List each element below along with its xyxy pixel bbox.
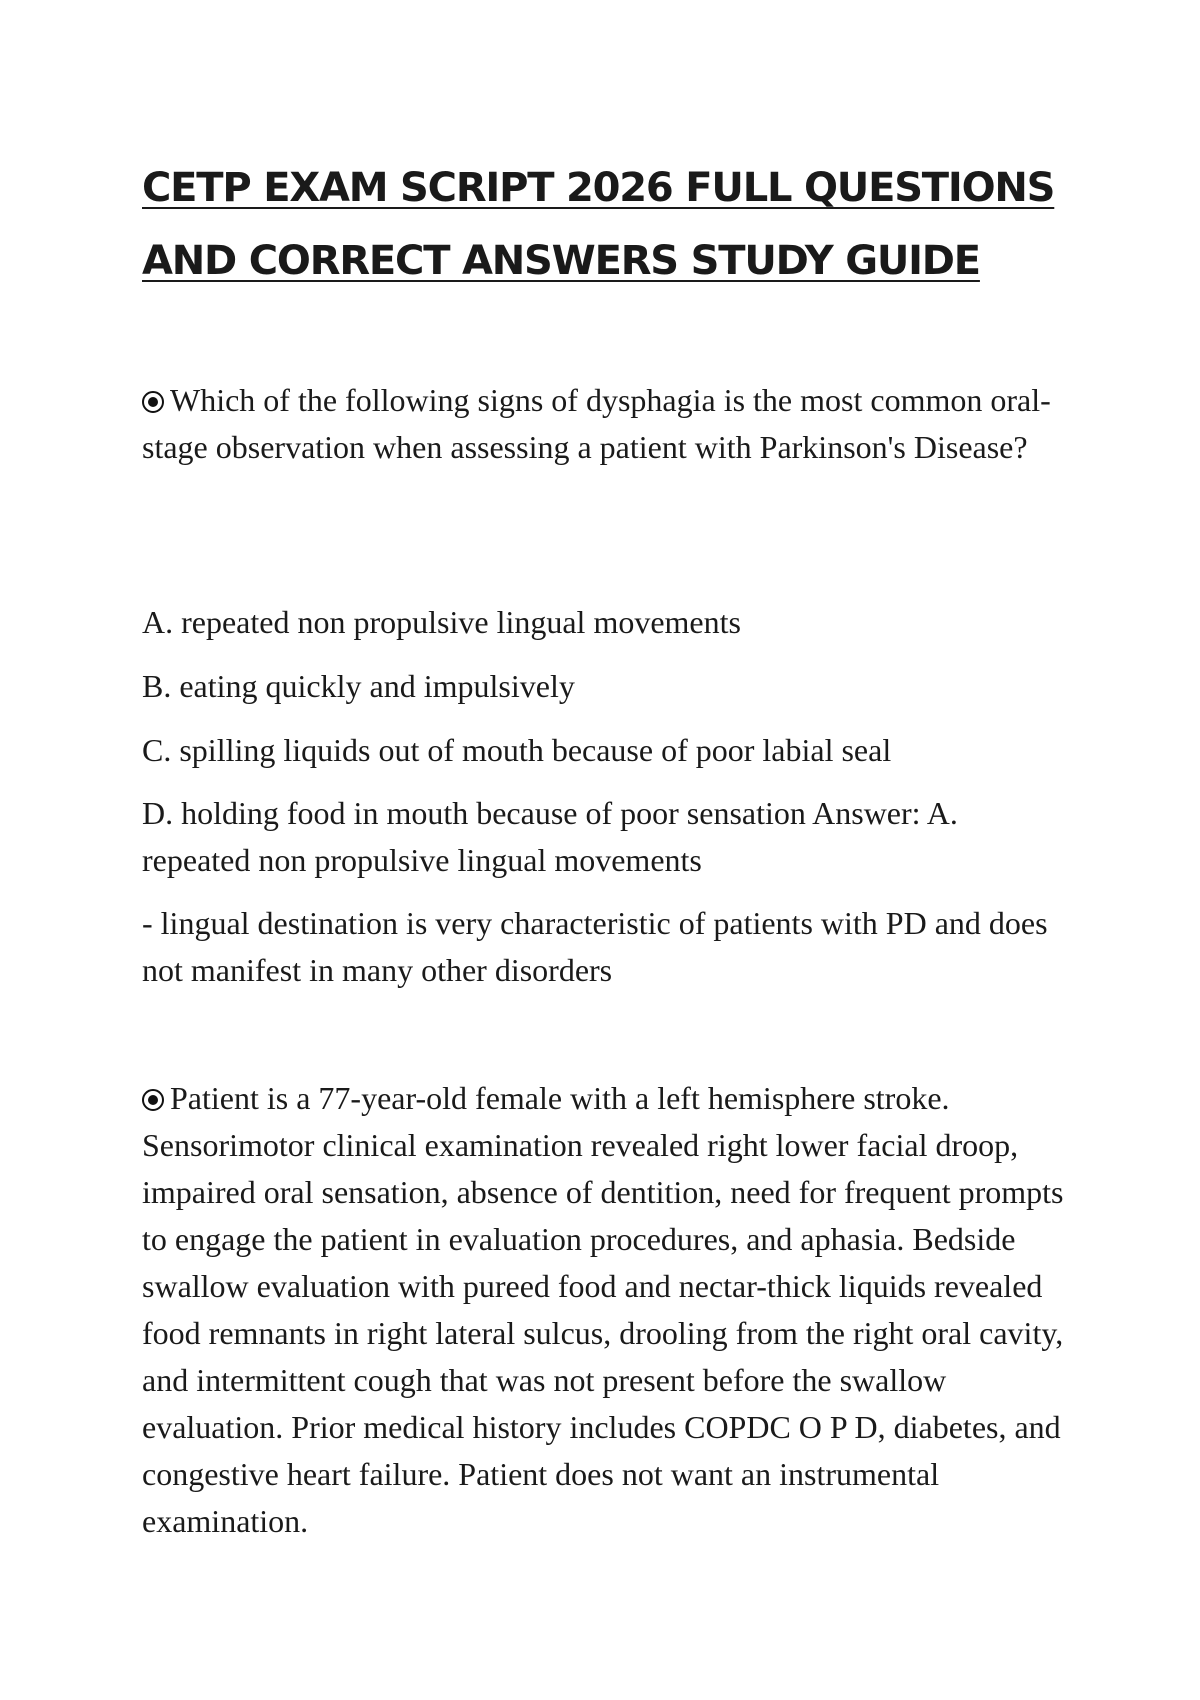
question-1 [142,377,1072,471]
question-2 [142,1075,1072,1545]
question-2-text: Patient is a 77-year-old female with a left hemisphere stroke. Sensorimotor clinical examination revealed right lower facial droop, impaired oral sensation, absence of dentition, need for frequent prompts to engage the patient in evaluation procedures, and aphasia. Bedside swallow evaluation with pureed food and nectar-thick liquids revealed food remnants in right lateral sulcus, drooling from the right oral cavity, and intermittent cough that was not present before the swallow evaluation. Prior medical history includes COPDC O P D, diabetes, and congestive heart failure. Patient does not want an instrumental examination. [142,1080,1064,1539]
radio-bullet-icon [142,391,164,413]
document-title: CETP EXAM SCRIPT 2026 FULL QUESTIONS AND CORRECT ANSWERS STUDY GUIDE [142,165,1055,284]
question-1-option-a: A. repeated non propulsive lingual movements [142,604,741,640]
question-1-option-c: C. spilling liquids out of mouth because of poor labial seal [142,732,892,768]
question-1-option-d-answer: D. holding food in mouth because of poor sensation Answer: A. repeated non propulsive lingual movements [142,795,958,878]
question-1-option-b: B. eating quickly and impulsively [142,668,575,704]
question-1-explanation: - lingual destination is very characteristic of patients with PD and does not manifest in many other disorders [142,905,1048,988]
question-1-text: Which of the following signs of dysphagia is the most common oral-stage observation when assessing a patient with Parkinson's Disease? [142,382,1051,465]
radio-bullet-icon [142,1089,164,1111]
